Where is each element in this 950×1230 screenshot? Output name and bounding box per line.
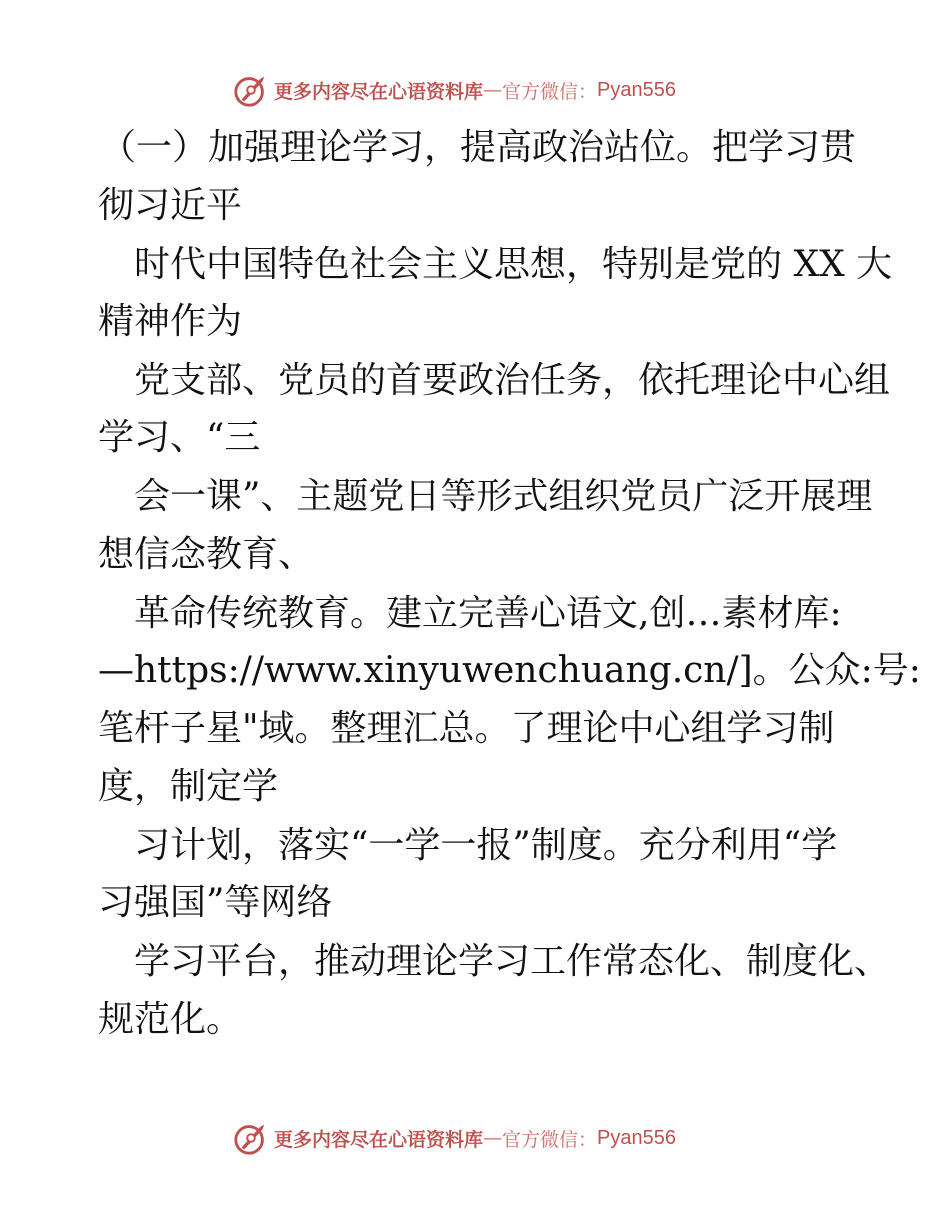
body-line: 革命传统教育。建立完善心语文,创…素材库: (134, 593, 842, 634)
body-line: 党支部、党员的首要政治任务，依托理论中心组 (134, 360, 891, 401)
watermark-wechat-id: Pyan556 (597, 1126, 676, 1149)
body-line: 精神作为 (98, 301, 243, 342)
watermark-dash: — (483, 1127, 503, 1149)
watermark-dash: — (483, 79, 503, 101)
body-line: 习强国”等网络 (98, 882, 333, 923)
body-line: 规范化。 (98, 999, 243, 1040)
body-line: 会一课”、主题党日等形式组织党员广泛开展理 (134, 476, 873, 517)
watermark-wechat-label: 官方微信： (502, 1128, 598, 1151)
body-line: 笔杆子星"域。整理汇总。了理论中心组学习制 (98, 708, 835, 749)
watermark-wechat-label: 官方微信： (502, 80, 598, 103)
watermark-brand: 更多内容尽在心语资料库 (274, 80, 484, 103)
footer-watermark (232, 1118, 676, 1158)
body-line: （一）加强理论学习，提高政治站位。把学习贯 (100, 127, 857, 168)
body-line: 习计划，落实“一学一报”制度。充分利用“学 (134, 825, 838, 866)
header-watermark (232, 70, 676, 110)
quill-pen-logo-icon (232, 1119, 270, 1157)
body-line: 彻习近平 (98, 185, 243, 226)
body-line: —https://www.xinyuwenchuang.cn/]。公众:号: (98, 650, 921, 691)
body-line: 度，制定学 (98, 766, 279, 807)
body-line: 想信念教育、 (98, 534, 315, 575)
quill-pen-logo-icon (232, 71, 270, 109)
body-line: 时代中国特色社会主义思想，特别是党的 XX 大 (134, 244, 893, 285)
watermark-brand: 更多内容尽在心语资料库 (274, 1128, 484, 1151)
watermark-wechat-id: Pyan556 (597, 78, 676, 101)
body-line: 学习平台，推动理论学习工作常态化、制度化、 (134, 941, 891, 982)
body-line: 学习、“三 (98, 417, 261, 458)
